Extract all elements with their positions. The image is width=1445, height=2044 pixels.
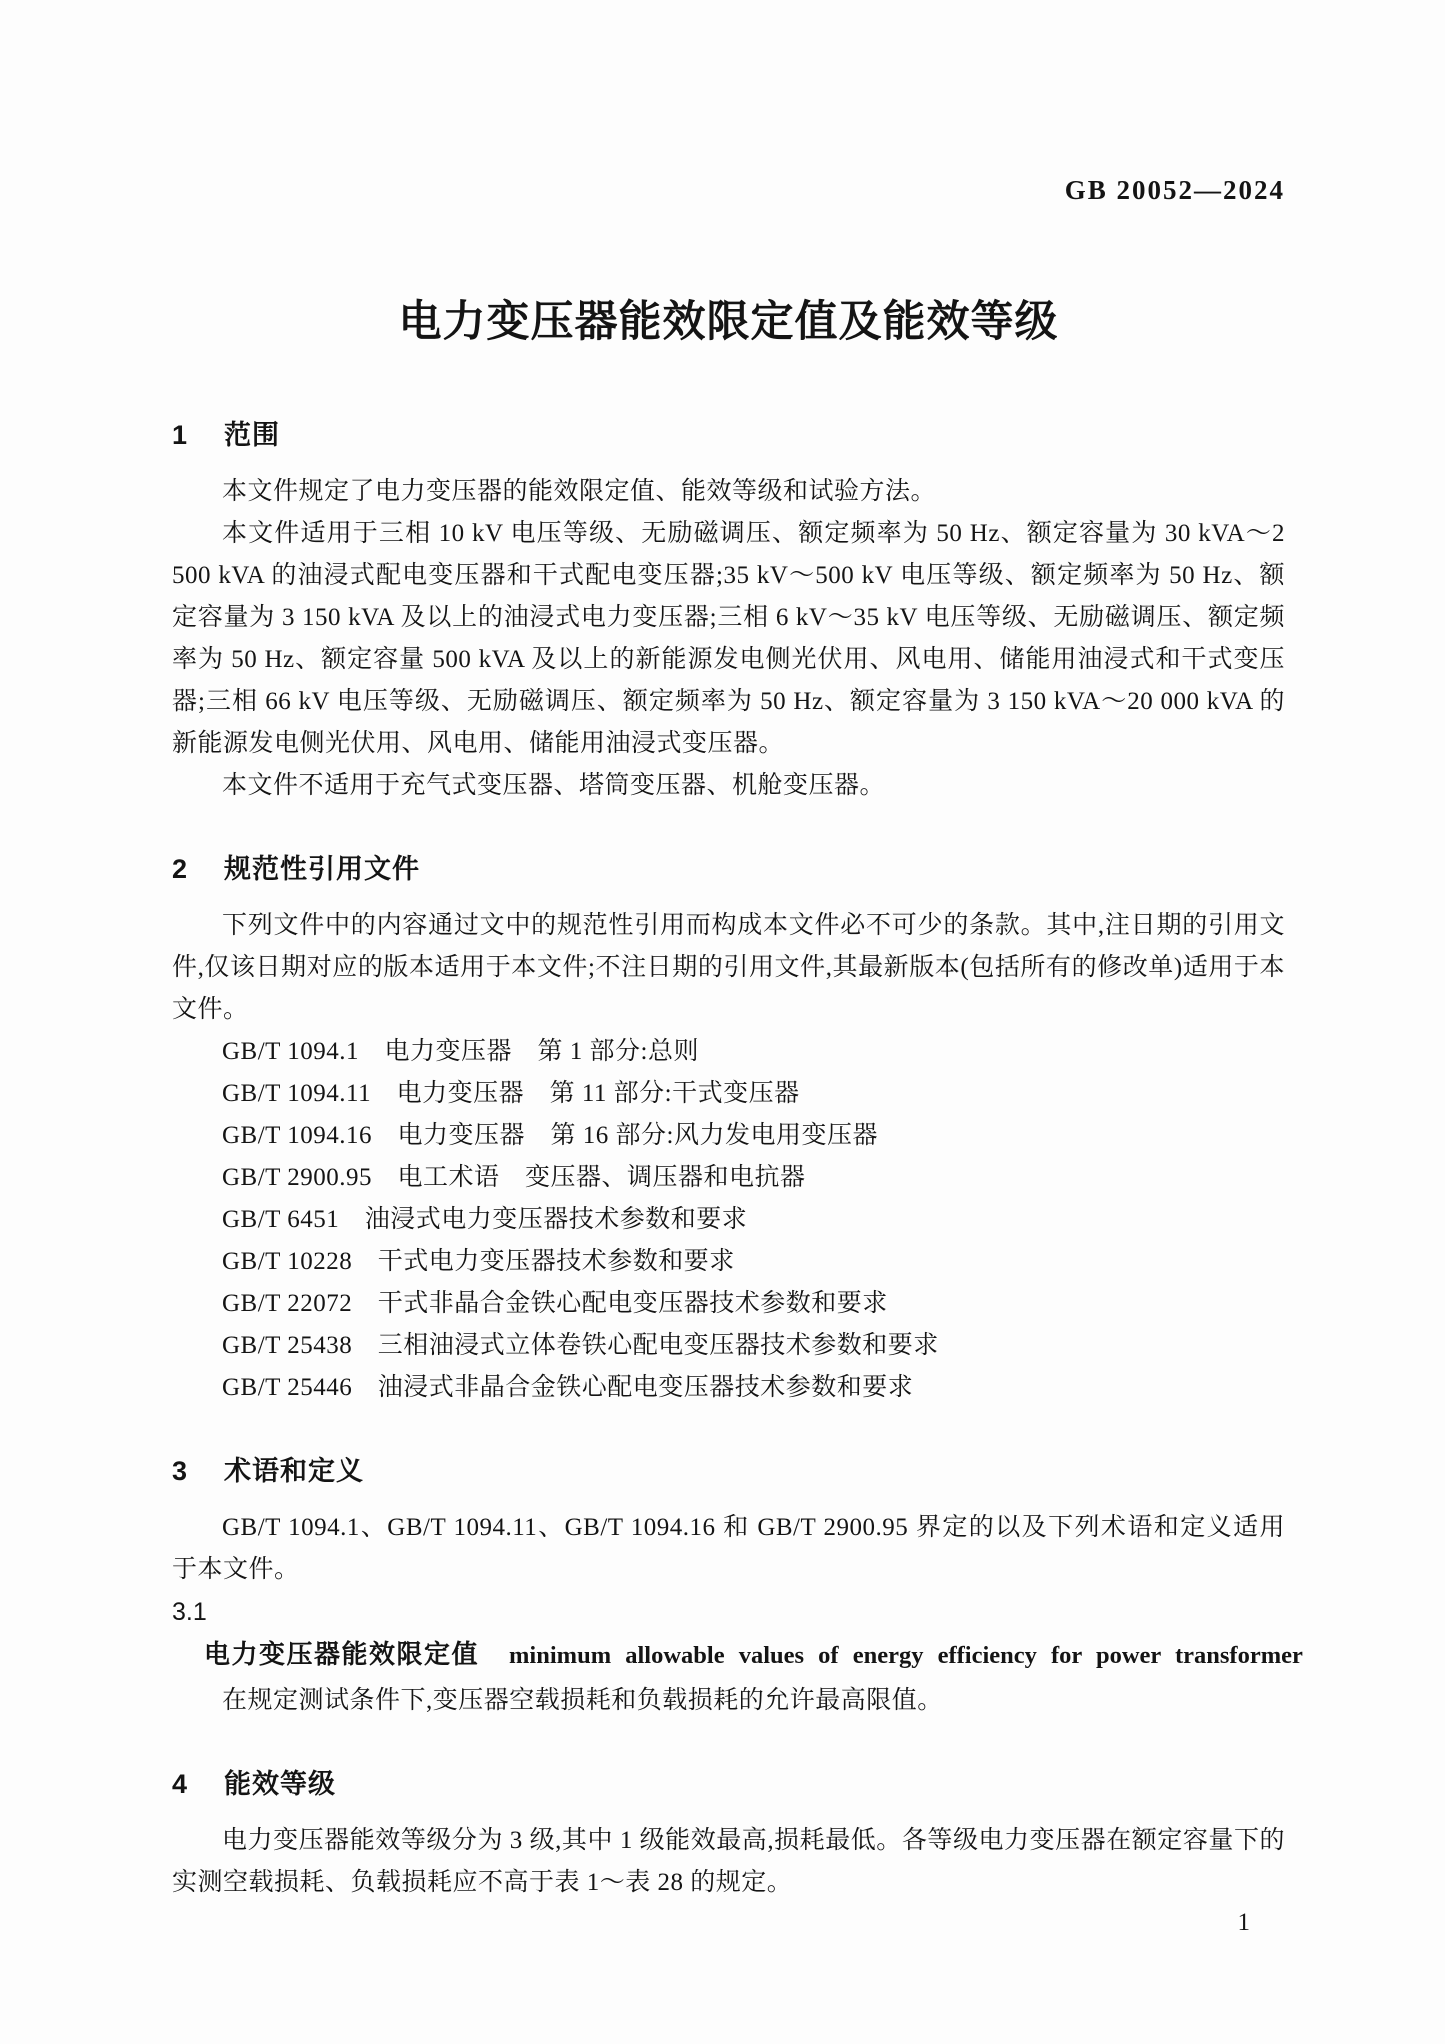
section-heading-label: 术语和定义 xyxy=(224,1456,365,1486)
reference-item: GB/T 25438 三相油浸式立体卷铁心配电变压器技术参数和要求 xyxy=(222,1332,939,1359)
reference-item: GB/T 22072 干式非晶合金铁心配电变压器技术参数和要求 xyxy=(222,1290,888,1317)
reference-item: GB/T 1094.11 电力变压器 第 11 部分:干式变压器 xyxy=(222,1080,800,1107)
section-scope xyxy=(172,419,1285,807)
section-heading xyxy=(172,853,1285,885)
section-terms-definitions xyxy=(172,1455,1303,1722)
reference-item: GB/T 2900.95 电工术语 变压器、调压器和电抗器 xyxy=(222,1164,806,1191)
section-number: 1 xyxy=(172,420,189,450)
section-heading-label: 能效等级 xyxy=(224,1769,337,1799)
section-normative-references xyxy=(172,853,1285,1409)
term-line xyxy=(172,1633,1303,1680)
reference-item: GB/T 25446 油浸式非晶合金铁心配电变压器技术参数和要求 xyxy=(222,1374,914,1401)
paragraph: 下列文件中的内容通过文中的规范性引用而构成本文件必不可少的条款。其中,注日期的引用文件,仅该日期对应的版本适用于本文件;不注日期的引用文件,其最新版本(包括所有的修改单)适用于本文件。 xyxy=(172,912,1285,1023)
reference-item: GB/T 1094.16 电力变压器 第 16 部分:风力发电用变压器 xyxy=(222,1122,878,1149)
reference-item: GB/T 6451 油浸式电力变压器技术参数和要求 xyxy=(222,1206,748,1233)
section-heading xyxy=(172,1768,1285,1800)
page-number: 1 xyxy=(1237,1909,1250,1936)
term-name-en: minimum allowable values of energy efficiency for power transformer xyxy=(509,1642,1303,1669)
term-definition: 在规定测试条件下,变压器空载损耗和负载损耗的允许最高限值。 xyxy=(222,1687,943,1714)
paragraph: 本文件不适用于充气式变压器、塔筒变压器、机舱变压器。 xyxy=(222,772,886,799)
paragraph: 电力变压器能效等级分为 3 级,其中 1 级能效最高,损耗最低。各等级电力变压器在额定容量下的实测空载损耗、负载损耗应不高于表 1～表 28 的规定。 xyxy=(172,1827,1285,1896)
section-heading xyxy=(172,419,1285,451)
document-title: 电力变压器能效限定值及能效等级 xyxy=(398,298,1059,346)
term-name-zh: 电力变压器能效限定值 xyxy=(204,1639,480,1669)
paragraph: 本文件规定了电力变压器的能效限定值、能效等级和试验方法。 xyxy=(222,478,937,505)
references-list xyxy=(172,1031,1285,1409)
section-heading-label: 规范性引用文件 xyxy=(224,854,421,884)
section-number: 2 xyxy=(172,854,189,884)
term-number: 3.1 xyxy=(172,1598,207,1626)
reference-item: GB/T 10228 干式电力变压器技术参数和要求 xyxy=(222,1248,735,1275)
section-heading xyxy=(172,1455,1285,1487)
section-heading-label: 范围 xyxy=(224,420,281,450)
reference-item: GB/T 1094.1 电力变压器 第 1 部分:总则 xyxy=(222,1038,699,1065)
paragraph: GB/T 1094.1、GB/T 1094.11、GB/T 1094.16 和 GB/T 2900.95 界定的以及下列术语和定义适用于本文件。 xyxy=(172,1514,1285,1583)
section-number: 3 xyxy=(172,1456,189,1486)
standard-number: GB 20052—2024 xyxy=(1064,175,1285,205)
paragraph: 本文件适用于三相 10 kV 电压等级、无励磁调压、额定频率为 50 Hz、额定容量为 30 kVA～2 500 kVA 的油浸式配电变压器和干式配电变压器;35 kV～500 kV 电压等级、额定频率为 50 Hz、额定容量为 3 150 kVA 及以上的油浸式电力变压器;三相 6 kV～35 kV 电压等级、无励磁调压、额定频率为 50 Hz、额定容量 500 kVA 及以上的新能源发电侧光伏用、风电用、储能用油浸式和干式变压器;三相 66 kV 电压等级、无励磁调压、额定频率为 50 Hz、额定容量为 3 150 kVA～20 000 kVA 的新能源发电侧光伏用、风电用、储能用油浸式变压器。 xyxy=(172,520,1285,757)
section-number: 4 xyxy=(172,1769,189,1799)
section-efficiency-grades xyxy=(172,1768,1285,1904)
